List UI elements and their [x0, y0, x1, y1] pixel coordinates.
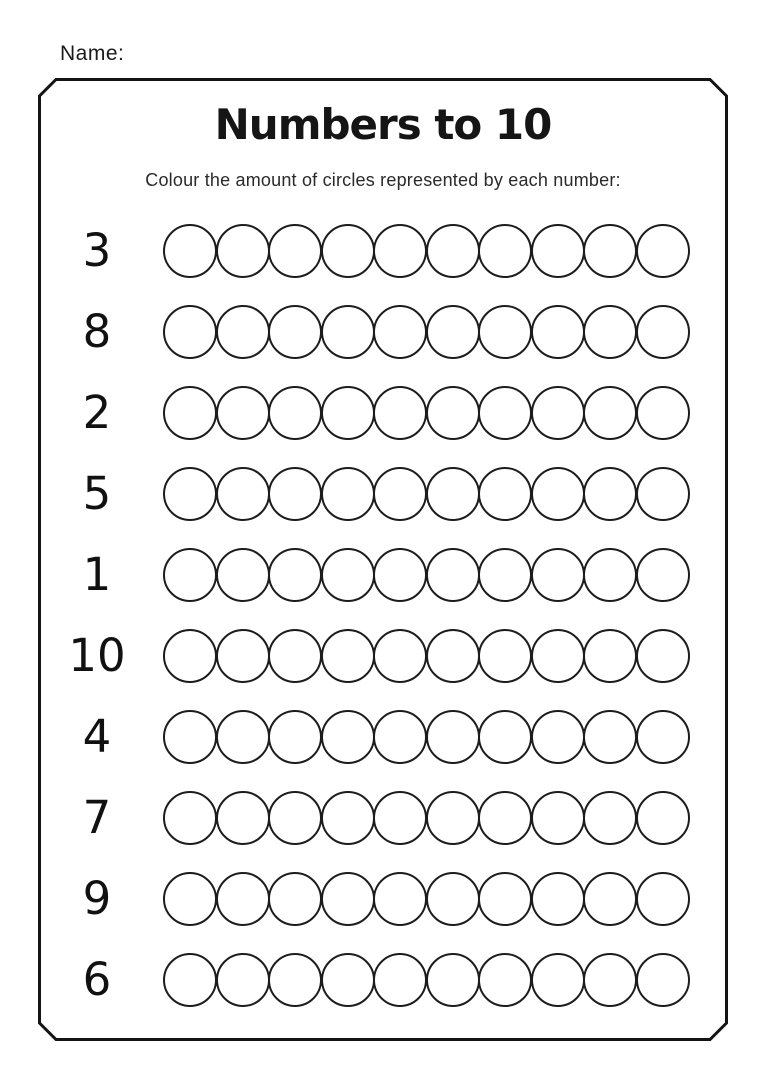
circles-group [163, 305, 688, 359]
colourable-circle [478, 467, 532, 521]
colourable-circle [268, 386, 322, 440]
colourable-circle [636, 548, 690, 602]
colourable-circle [478, 629, 532, 683]
worksheet-row [38, 534, 728, 615]
colourable-circle [373, 305, 427, 359]
colourable-circle [636, 467, 690, 521]
colourable-circle [478, 224, 532, 278]
colourable-circle [163, 791, 217, 845]
colourable-circle [636, 710, 690, 764]
colourable-circle [531, 467, 585, 521]
colourable-circle [426, 224, 480, 278]
colourable-circle [583, 710, 637, 764]
colourable-circle [531, 386, 585, 440]
colourable-circle [583, 305, 637, 359]
colourable-circle [216, 467, 270, 521]
colourable-circle [268, 953, 322, 1007]
worksheet-row [38, 858, 728, 939]
colourable-circle [478, 872, 532, 926]
colourable-circle [268, 872, 322, 926]
circles-group [163, 467, 688, 521]
circles-group [163, 224, 688, 278]
colourable-circle [636, 224, 690, 278]
row-number: 8 [82, 305, 112, 358]
colourable-circle [321, 629, 375, 683]
worksheet-instruction: Colour the amount of circles represented by each number: [145, 170, 621, 190]
row-number: 2 [82, 386, 112, 439]
colourable-circle [216, 629, 270, 683]
worksheet-row [38, 372, 728, 453]
colourable-circle [321, 467, 375, 521]
colourable-circle [373, 548, 427, 602]
row-number: 9 [82, 872, 112, 925]
colourable-circle [426, 872, 480, 926]
colourable-circle [426, 386, 480, 440]
rows-container [38, 210, 728, 1020]
colourable-circle [426, 953, 480, 1007]
colourable-circle [531, 548, 585, 602]
worksheet-row [38, 777, 728, 858]
row-number: 10 [68, 629, 126, 682]
colourable-circle [373, 710, 427, 764]
colourable-circle [321, 386, 375, 440]
colourable-circle [636, 872, 690, 926]
row-number: 3 [82, 224, 112, 277]
colourable-circle [216, 710, 270, 764]
circles-group [163, 872, 688, 926]
colourable-circle [636, 791, 690, 845]
colourable-circle [478, 791, 532, 845]
colourable-circle [373, 953, 427, 1007]
colourable-circle [321, 872, 375, 926]
colourable-circle [478, 953, 532, 1007]
colourable-circle [163, 953, 217, 1007]
colourable-circle [583, 953, 637, 1007]
worksheet-title: Numbers to 10 [214, 100, 552, 149]
colourable-circle [268, 710, 322, 764]
colourable-circle [216, 386, 270, 440]
colourable-circle [636, 305, 690, 359]
colourable-circle [531, 872, 585, 926]
row-number: 1 [82, 548, 112, 601]
colourable-circle [163, 548, 217, 602]
colourable-circle [321, 548, 375, 602]
colourable-circle [583, 224, 637, 278]
worksheet-row [38, 453, 728, 534]
colourable-circle [426, 791, 480, 845]
colourable-circle [321, 710, 375, 764]
row-number: 7 [82, 791, 112, 844]
colourable-circle [373, 629, 427, 683]
colourable-circle [216, 953, 270, 1007]
colourable-circle [268, 791, 322, 845]
colourable-circle [216, 548, 270, 602]
worksheet-row [38, 939, 728, 1020]
colourable-circle [478, 305, 532, 359]
colourable-circle [163, 305, 217, 359]
colourable-circle [583, 386, 637, 440]
row-number: 6 [82, 953, 112, 1006]
row-number: 4 [82, 710, 112, 763]
colourable-circle [163, 872, 217, 926]
colourable-circle [163, 224, 217, 278]
colourable-circle [426, 467, 480, 521]
colourable-circle [163, 386, 217, 440]
worksheet-frame [38, 78, 728, 1041]
colourable-circle [268, 224, 322, 278]
colourable-circle [531, 953, 585, 1007]
colourable-circle [636, 629, 690, 683]
colourable-circle [268, 305, 322, 359]
circles-group [163, 710, 688, 764]
colourable-circle [531, 791, 585, 845]
circles-group [163, 953, 688, 1007]
colourable-circle [583, 872, 637, 926]
colourable-circle [583, 629, 637, 683]
row-number: 5 [82, 467, 112, 520]
circles-group [163, 548, 688, 602]
colourable-circle [321, 953, 375, 1007]
name-label: Name: [60, 42, 125, 65]
colourable-circle [583, 548, 637, 602]
colourable-circle [216, 305, 270, 359]
colourable-circle [636, 953, 690, 1007]
colourable-circle [478, 710, 532, 764]
worksheet-row [38, 696, 728, 777]
worksheet-row [38, 291, 728, 372]
colourable-circle [373, 791, 427, 845]
colourable-circle [426, 629, 480, 683]
colourable-circle [216, 224, 270, 278]
colourable-circle [531, 305, 585, 359]
circles-group [163, 386, 688, 440]
colourable-circle [426, 710, 480, 764]
colourable-circle [373, 224, 427, 278]
colourable-circle [373, 872, 427, 926]
colourable-circle [426, 548, 480, 602]
colourable-circle [163, 467, 217, 521]
colourable-circle [426, 305, 480, 359]
colourable-circle [373, 386, 427, 440]
colourable-circle [478, 386, 532, 440]
colourable-circle [268, 548, 322, 602]
colourable-circle [321, 305, 375, 359]
colourable-circle [216, 872, 270, 926]
colourable-circle [321, 791, 375, 845]
colourable-circle [478, 548, 532, 602]
colourable-circle [321, 224, 375, 278]
worksheet-row [38, 615, 728, 696]
colourable-circle [163, 629, 217, 683]
colourable-circle [373, 467, 427, 521]
colourable-circle [163, 710, 217, 764]
colourable-circle [531, 710, 585, 764]
worksheet-row [38, 210, 728, 291]
colourable-circle [531, 629, 585, 683]
colourable-circle [216, 791, 270, 845]
circles-group [163, 629, 688, 683]
circles-group [163, 791, 688, 845]
colourable-circle [583, 791, 637, 845]
colourable-circle [268, 467, 322, 521]
colourable-circle [531, 224, 585, 278]
colourable-circle [636, 386, 690, 440]
colourable-circle [583, 467, 637, 521]
colourable-circle [268, 629, 322, 683]
